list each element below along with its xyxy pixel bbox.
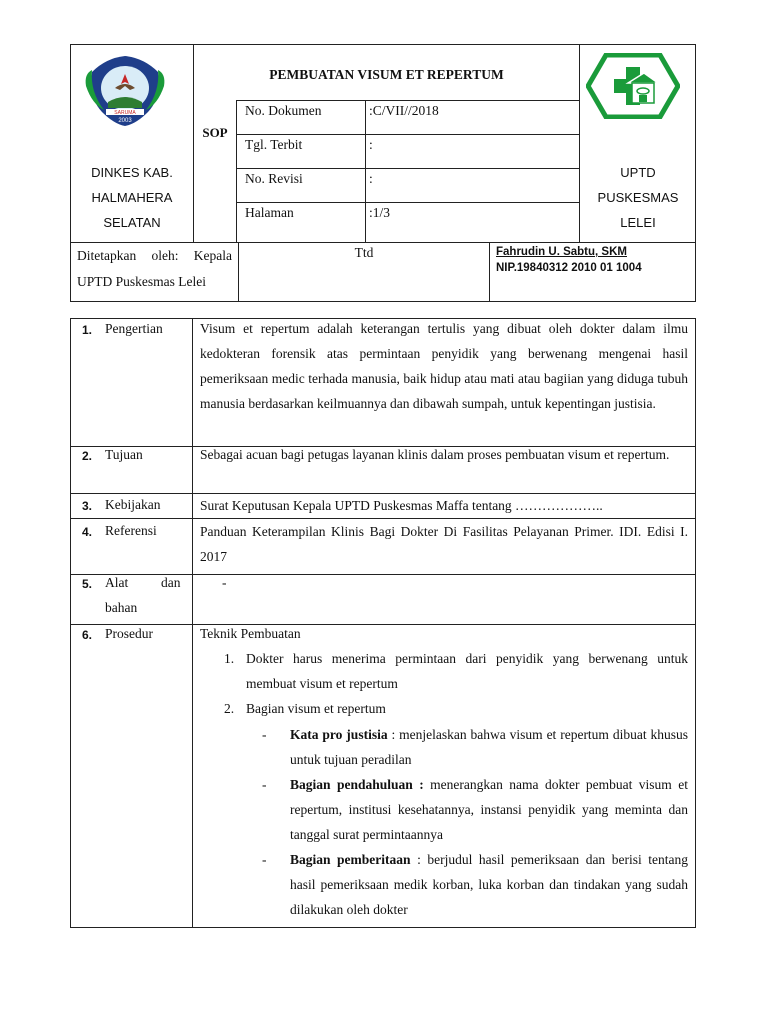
sub-item: [290, 722, 688, 772]
ditetapkan-oleh: Ditetapkan oleh: Kepala UPTD Puskesmas Lelei: [77, 248, 232, 289]
sub-item-title: Kata pro justisia: [290, 727, 388, 742]
signature-placeholder: Ttd: [354, 245, 374, 260]
divider: [70, 624, 696, 625]
row-number: 4.: [82, 525, 93, 539]
org-left-line: SELATAN: [103, 215, 161, 230]
sub-item-title: Bagian pendahuluan :: [290, 777, 424, 792]
procedure-step: Bagian visum et repertum: [246, 701, 386, 716]
row-number: 3.: [82, 499, 93, 513]
org-left-line: DINKES KAB.: [91, 165, 173, 180]
reference-text: Panduan Keterampilan Klinis Bagi Dokter Di Fasilitas Pelayanan Primer. IDI. Edisi I. 2017: [200, 524, 688, 564]
divider: [236, 100, 237, 242]
signer-name: Fahrudin U. Sabtu, SKM: [496, 246, 627, 258]
dinkes-emblem-logo: [82, 52, 168, 128]
policy-text: Surat Keputusan Kepala UPTD Puskesmas Maffa tentang ………………..: [200, 498, 603, 513]
sub-item-text: : berjudul hasil pemeriksaan dan berisi tentang hasil pemeriksaan medik korban, luka korban dan tindakan yang sudah dilakukan oleh dokter: [290, 852, 688, 917]
row-number: 2.: [82, 449, 93, 463]
sub-item-title: Bagian pemberitaan: [290, 852, 411, 867]
bullet: -: [262, 777, 267, 792]
divider: [365, 100, 366, 242]
document-title: PEMBUATAN VISUM ET REPERTUM: [269, 67, 504, 82]
org-right: [580, 160, 696, 235]
sub-item-text: : menjelaskan bahwa visum et repertum dibuat khusus untuk tujuan peradilan: [290, 727, 688, 767]
divider: [236, 202, 579, 203]
meta-label: No. Revisi: [245, 171, 303, 186]
procedure-heading: Teknik Pembuatan: [200, 626, 301, 641]
puskesmas-logo: [586, 53, 680, 119]
logo-text: SARUMA: [114, 110, 136, 116]
definition-text: Visum et repertum adalah keterangan tertulis yang dibuat oleh dokter dalam ilmu kedokteran forensik atas permintaan penyidik yang berwenang mengenai hasil pemeriksaan medic terhada manusia, baik hidup atau mati atau bagiian yang diduga tubuh manusia berdasarkan keilmuannya dan dibawah sumpah, untuk kepentingan justisia.: [200, 321, 688, 411]
row-number: 5.: [82, 577, 93, 591]
row-label: Pengertian: [105, 321, 163, 336]
meta-label: No. Dokumen: [245, 103, 322, 118]
logo-year: 2003: [118, 118, 132, 124]
sop-label: SOP: [202, 125, 228, 140]
procedure-step: Dokter harus menerima permintaan dari penyidik yang berwenang untuk membuat visum et repertum: [246, 651, 688, 691]
list-number: 2.: [224, 701, 235, 716]
meta-label: Tgl. Terbit: [245, 137, 303, 152]
divider: [236, 168, 579, 169]
meta-value: :: [369, 171, 373, 186]
sub-item-text: menerangkan nama dokter pembuat visum et repertum, institusi kesehatannya, instansi penyidik yang meminta dan tanggal surat permintaannya: [290, 777, 688, 842]
row-number: 6.: [82, 628, 93, 642]
bullet: -: [262, 727, 267, 742]
row-label: dan: [161, 575, 181, 590]
divider: [489, 242, 490, 302]
divider: [192, 318, 193, 928]
row-label: Alat: [105, 575, 129, 590]
list-number: 1.: [224, 651, 235, 666]
meta-label: Halaman: [245, 205, 294, 220]
org-right-line: LELEI: [620, 215, 656, 230]
row-label: bahan: [105, 600, 138, 615]
signer-nip: NIP.19840312 2010 01 1004: [496, 262, 642, 274]
org-right-line: PUSKESMAS: [597, 190, 679, 205]
purpose-text: Sebagai acuan bagi petugas layanan klinis dalam proses pembuatan visum et repertum.: [200, 447, 670, 462]
row-label: Prosedur: [105, 626, 153, 641]
row-label: Kebijakan: [105, 497, 161, 512]
sub-item: [290, 847, 688, 922]
divider: [236, 100, 579, 101]
meta-value: :C/VII//2018: [369, 103, 439, 118]
divider: [236, 134, 579, 135]
sub-item: [290, 772, 688, 847]
org-right-line: UPTD: [620, 165, 656, 180]
bullet: -: [262, 852, 267, 867]
row-label: Tujuan: [105, 447, 143, 462]
meta-value: :1/3: [369, 205, 391, 220]
org-left-line: HALMAHERA: [91, 190, 173, 205]
row-label: Referensi: [105, 523, 157, 538]
tools-text: -: [222, 575, 227, 590]
org-left: [71, 160, 193, 235]
row-number: 1.: [82, 323, 93, 337]
meta-value: :: [369, 137, 373, 152]
